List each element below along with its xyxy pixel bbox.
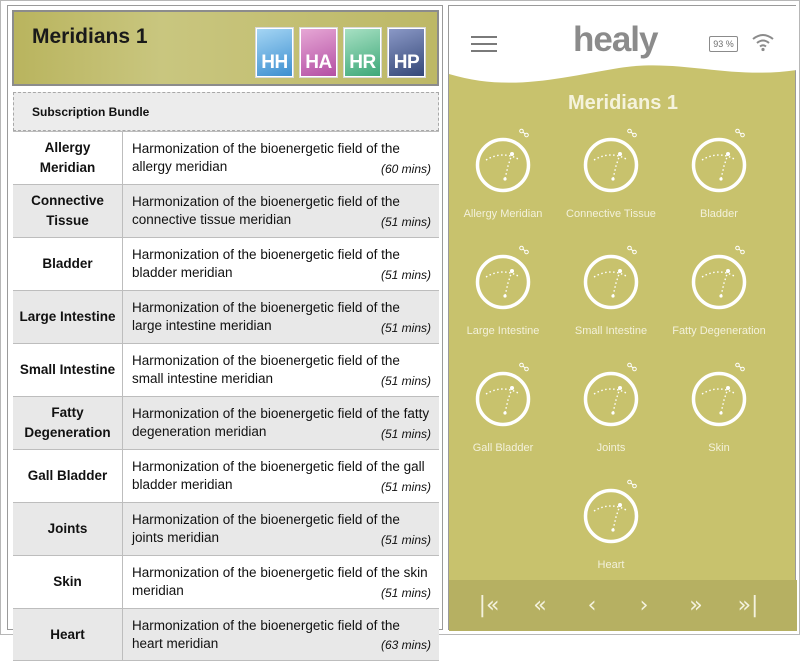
program-dial — [582, 370, 640, 428]
hh-badge: HH — [256, 28, 293, 77]
program-label: Skin — [708, 442, 730, 454]
next-button[interactable]: › — [639, 593, 649, 618]
program-description: Harmonization of the bioenergetic field of the allergy meridian — [132, 141, 400, 174]
program-description: Harmonization of the bioenergetic field of the connective tissue meridian — [132, 194, 400, 227]
program-link-icon — [519, 362, 529, 372]
app-title: Meridians 1 — [567, 92, 679, 114]
program-name: Fatty Degeneration — [13, 397, 123, 449]
program-duration: (51 mins) — [380, 586, 431, 600]
table-row — [13, 449, 439, 502]
program-label: Fatty Degeneration — [672, 325, 766, 337]
table-row — [13, 184, 439, 237]
program-dial-icon — [582, 136, 640, 194]
last-page-button[interactable]: »| — [737, 593, 759, 618]
program-name: Large Intestine — [13, 291, 123, 343]
program-link-icon — [627, 245, 637, 255]
program-button-large-intestine[interactable] — [448, 253, 558, 337]
table-row — [13, 608, 439, 661]
table-row — [13, 555, 439, 608]
program-dial — [474, 253, 532, 311]
program-dial — [690, 370, 748, 428]
pagination-bar — [449, 580, 797, 631]
program-dial — [474, 370, 532, 428]
program-name: Heart — [13, 609, 123, 660]
program-button-connective-tissue[interactable] — [556, 136, 666, 220]
program-description: Harmonization of the bioenergetic field of the small intestine meridian — [132, 353, 400, 386]
program-label: Heart — [597, 559, 625, 571]
program-button-allergy-meridian[interactable] — [448, 136, 558, 220]
program-description: Harmonization of the bioenergetic field of the skin meridian — [132, 565, 428, 598]
program-dial — [582, 253, 640, 311]
program-dial-icon — [582, 487, 640, 545]
program-button-gall-bladder[interactable] — [448, 370, 558, 454]
program-dial-icon — [474, 370, 532, 428]
program-dial-icon — [582, 253, 640, 311]
program-duration: (51 mins) — [380, 480, 431, 494]
program-duration: (51 mins) — [380, 374, 431, 388]
table-row — [13, 502, 439, 555]
program-duration: (51 mins) — [380, 427, 431, 441]
program-dial-icon — [474, 253, 532, 311]
program-dial-icon — [690, 253, 748, 311]
program-button-bladder[interactable] — [664, 136, 774, 220]
program-description: Harmonization of the bioenergetic field of the gall bladder meridian — [132, 459, 425, 492]
program-duration: (63 mins) — [380, 638, 431, 652]
program-name: Skin — [13, 556, 123, 608]
program-label: Gall Bladder — [472, 442, 534, 454]
prev-button[interactable]: ‹ — [587, 593, 597, 618]
program-description: Harmonization of the bioenergetic field of the large intestine meridian — [132, 300, 400, 333]
program-name: Bladder — [13, 238, 123, 290]
subscription-bundle-label: Subscription Bundle — [32, 105, 150, 119]
program-description: Harmonization of the bioenergetic field of the joints meridian — [132, 512, 400, 545]
device-badges — [256, 28, 425, 77]
program-duration: (51 mins) — [380, 268, 431, 282]
program-dial — [690, 253, 748, 311]
table-row — [13, 396, 439, 449]
program-description: Harmonization of the bioenergetic field of the bladder meridian — [132, 247, 400, 280]
program-button-fatty-degeneration[interactable] — [664, 253, 774, 337]
prev-fast-button[interactable]: « — [533, 593, 547, 618]
program-description: Harmonization of the bioenergetic field of the fatty degeneration meridian — [132, 406, 430, 439]
program-button-joints[interactable] — [556, 370, 666, 454]
program-dial-icon — [474, 136, 532, 194]
table-row — [13, 131, 439, 184]
table-row — [13, 290, 439, 343]
program-duration: (51 mins) — [380, 533, 431, 547]
program-name: Small Intestine — [13, 344, 123, 396]
table-row — [13, 237, 439, 290]
program-link-icon — [735, 362, 745, 372]
program-label: Allergy Meridian — [463, 208, 543, 220]
battery-indicator: 93 % — [709, 36, 738, 52]
program-link-icon — [627, 362, 637, 372]
program-name: Connective Tissue — [13, 185, 123, 237]
hr-badge: HR — [344, 28, 381, 77]
program-dial — [690, 136, 748, 194]
program-dial-icon — [582, 370, 640, 428]
program-duration: (60 mins) — [380, 162, 431, 176]
program-duration: (51 mins) — [380, 321, 431, 335]
next-fast-button[interactable]: » — [689, 593, 703, 618]
app-screen — [448, 5, 796, 630]
program-table — [13, 131, 439, 661]
ha-badge: HA — [300, 28, 337, 77]
program-link-icon — [735, 245, 745, 255]
program-description: Harmonization of the bioenergetic field of the heart meridian — [132, 618, 400, 651]
page-title: Meridians 1 — [32, 25, 148, 48]
table-row — [13, 343, 439, 396]
program-button-heart[interactable] — [556, 487, 666, 571]
program-link-icon — [519, 245, 529, 255]
program-duration: (51 mins) — [380, 215, 431, 229]
program-dial — [582, 487, 640, 545]
program-name: Joints — [13, 503, 123, 555]
program-link-icon — [519, 128, 529, 138]
program-button-small-intestine[interactable] — [556, 253, 666, 337]
program-name: Allergy Meridian — [13, 132, 123, 184]
program-label: Connective Tissue — [566, 208, 656, 220]
program-dial-icon — [690, 136, 748, 194]
first-page-button[interactable]: |« — [478, 593, 500, 618]
healy-logo: healy — [573, 20, 658, 59]
program-link-icon — [735, 128, 745, 138]
program-label: Small Intestine — [574, 325, 648, 337]
program-button-skin[interactable] — [664, 370, 774, 454]
program-name: Gall Bladder — [13, 450, 123, 502]
program-grid — [449, 6, 797, 631]
program-label: Large Intestine — [466, 325, 540, 337]
title-bar — [12, 10, 439, 86]
program-link-icon — [627, 128, 637, 138]
program-label: Joints — [596, 442, 626, 454]
program-dial — [582, 136, 640, 194]
hp-badge: HP — [388, 28, 425, 77]
program-list-panel — [7, 5, 443, 652]
program-label: Bladder — [700, 208, 738, 220]
program-dial-icon — [690, 370, 748, 428]
program-link-icon — [627, 479, 637, 489]
program-dial — [474, 136, 532, 194]
subscription-bundle-header — [13, 92, 439, 131]
